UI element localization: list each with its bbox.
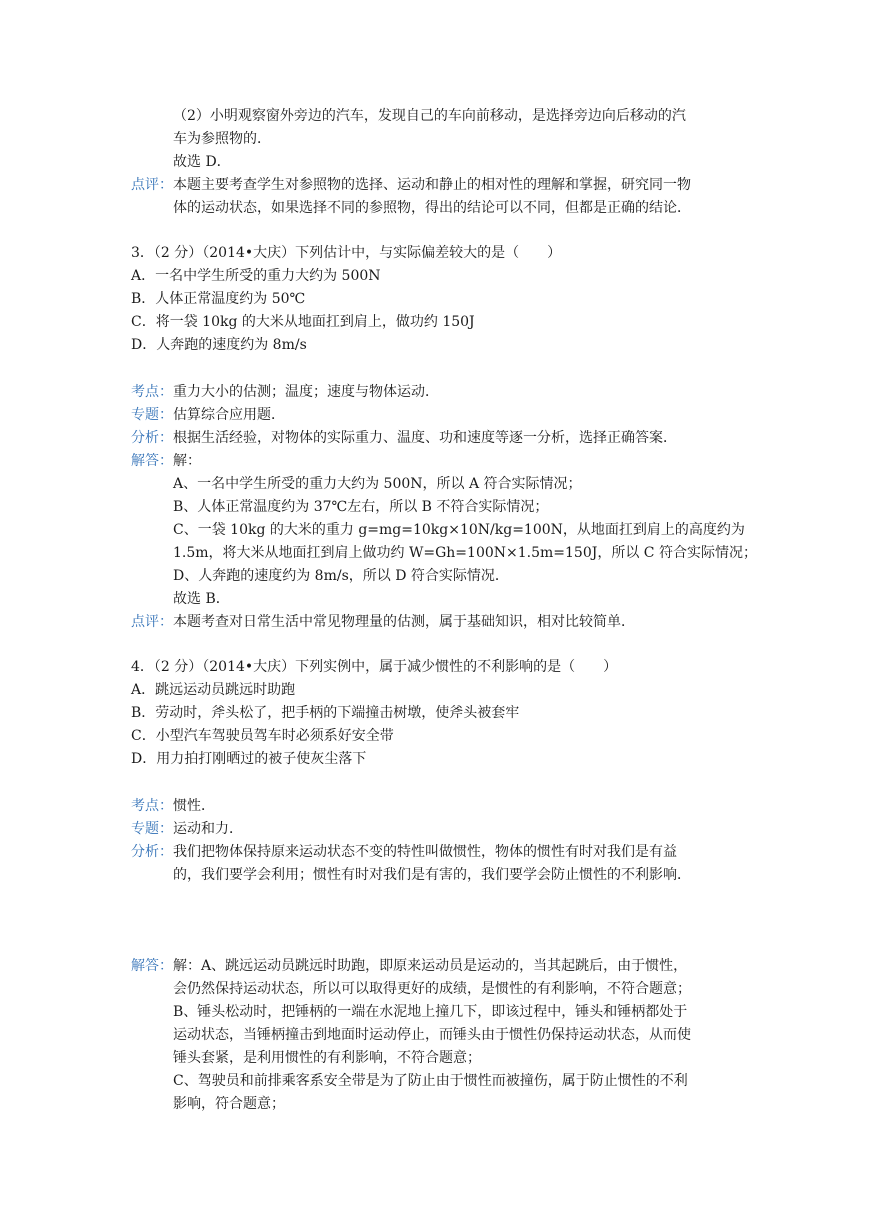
q4-jieda-line: C、驾驶员和前排乘客系安全带是为了防止由于惯性而被撞伤，属于防止惯性的不利 [173, 1073, 688, 1089]
zhuanti-text: 运动和力． [173, 821, 243, 837]
q4-jieda [131, 956, 687, 976]
q3-option-d: D．人奔跑的速度约为 8m/s [131, 337, 307, 353]
q4-kaodian [131, 796, 215, 816]
kaodian-label: 考点： [131, 384, 173, 400]
q3-stem: 3．（2 分）（2014•大庆）下列估计中，与实际偏差较大的是（ ） [131, 245, 562, 261]
jieda-head: 解： [173, 453, 201, 469]
q2-analysis-line1: （2）小明观察窗外旁边的汽车，发现自己的车向前移动，是选择旁边向后移动的汽 [173, 108, 686, 124]
q3-jieda-line: A、一名中学生所受的重力大约为 500N，所以 A 符合实际情况； [173, 476, 582, 492]
q3-choice: 故选 B． [173, 591, 230, 607]
q3-jieda-line: C、一袋 10kg 的大米的重力 g=mg=10kg×10N/kg=100N，从地面扛到肩上的高度约为 [173, 522, 745, 538]
comment-label: 点评： [131, 614, 173, 630]
q4-option-d: D．用力拍打刚晒过的被子使灰尘落下 [131, 751, 367, 767]
q3-comment [131, 612, 635, 632]
q3-zhuanti [131, 405, 285, 425]
zhuanti-label: 专题： [131, 821, 173, 837]
jieda-line1: 解：A、跳远运动员跳远时助跑，即原来运动员是运动的，当其起跳后，由于惯性， [173, 958, 688, 974]
q3-jieda-line: B、人体正常温度约为 37℃左右，所以 B 不符合实际情况； [173, 499, 549, 515]
kaodian-text: 惯性． [173, 798, 215, 814]
q3-fenxi [131, 428, 677, 448]
comment-text: 本题考查对日常生活中常见物理量的估测，属于基础知识，相对比较简单． [173, 614, 635, 630]
comment-label: 点评： [131, 177, 173, 193]
q3-kaodian [131, 382, 439, 402]
q4-jieda-line: B、锤头松动时，把锤柄的一端在水泥地上撞几下，即该过程中，锤头和锤柄都处于 [173, 1004, 688, 1020]
q4-jieda-line: 锤头套紧，是利用惯性的有利影响，不符合题意； [173, 1050, 481, 1066]
zhuanti-label: 专题： [131, 407, 173, 423]
q2-comment-line2: 体的运动状态，如果选择不同的参照物，得出的结论可以不同，但都是正确的结论． [173, 200, 691, 216]
q4-jieda-line: 运动状态，当锤柄撞击到地面时运动停止，而锤头由于惯性仍保持运动状态，从而使 [173, 1027, 691, 1043]
q3-jieda-line: D、人奔跑的速度约为 8m/s，所以 D 符合实际情况． [173, 568, 509, 584]
fenxi-label: 分析： [131, 844, 173, 860]
fenxi-text: 我们把物体保持原来运动状态不变的特性叫做惯性，物体的惯性有时对我们是有益 [173, 844, 677, 860]
q4-option-b: B．劳动时，斧头松了，把手柄的下端撞击树墩，使斧头被套牢 [131, 705, 520, 721]
q4-fenxi-line2: 的，我们要学会利用；惯性有时对我们是有害的，我们要学会防止惯性的不利影响． [173, 867, 691, 883]
zhuanti-text: 估算综合应用题． [173, 407, 285, 423]
q2-comment [131, 175, 691, 195]
jieda-label: 解答： [131, 958, 173, 974]
q2-choice: 故选 D． [173, 154, 231, 170]
fenxi-text: 根据生活经验，对物体的实际重力、温度、功和速度等逐一分析，选择正确答案． [173, 430, 677, 446]
q4-option-a: A．跳远运动员跳远时助跑 [131, 682, 296, 698]
kaodian-text: 重力大小的估测；温度；速度与物体运动． [173, 384, 439, 400]
q2-analysis-line2: 车为参照物的． [173, 131, 271, 147]
kaodian-label: 考点： [131, 798, 173, 814]
q4-fenxi [131, 842, 677, 862]
q3-jieda [131, 451, 201, 471]
q4-option-c: C．小型汽车驾驶员驾车时必须系好安全带 [131, 728, 394, 744]
q4-zhuanti [131, 819, 243, 839]
jieda-label: 解答： [131, 453, 173, 469]
q3-option-b: B．人体正常温度约为 50℃ [131, 291, 306, 307]
q3-option-a: A．一名中学生所受的重力大约为 500N [131, 268, 381, 284]
q4-jieda-line: 会仍然保持运动状态，所以可以取得更好的成绩，是惯性的有利影响，不符合题意； [173, 981, 691, 997]
q4-jieda-line: 影响，符合题意； [173, 1096, 285, 1112]
q3-jieda-line: 1.5m，将大米从地面扛到肩上做功约 W=Gh=100N×1.5m=150J，所以 C 符合实际情况； [173, 545, 757, 561]
q3-option-c: C．将一袋 10kg 的大米从地面扛到肩上，做功约 150J [131, 314, 475, 330]
comment-text: 本题主要考查学生对参照物的选择、运动和静止的相对性的理解和掌握，研究同一物 [173, 177, 691, 193]
fenxi-label: 分析： [131, 430, 173, 446]
q4-stem: 4．（2 分）（2014•大庆）下列实例中，属于减少惯性的不利影响的是（ ） [131, 659, 618, 675]
